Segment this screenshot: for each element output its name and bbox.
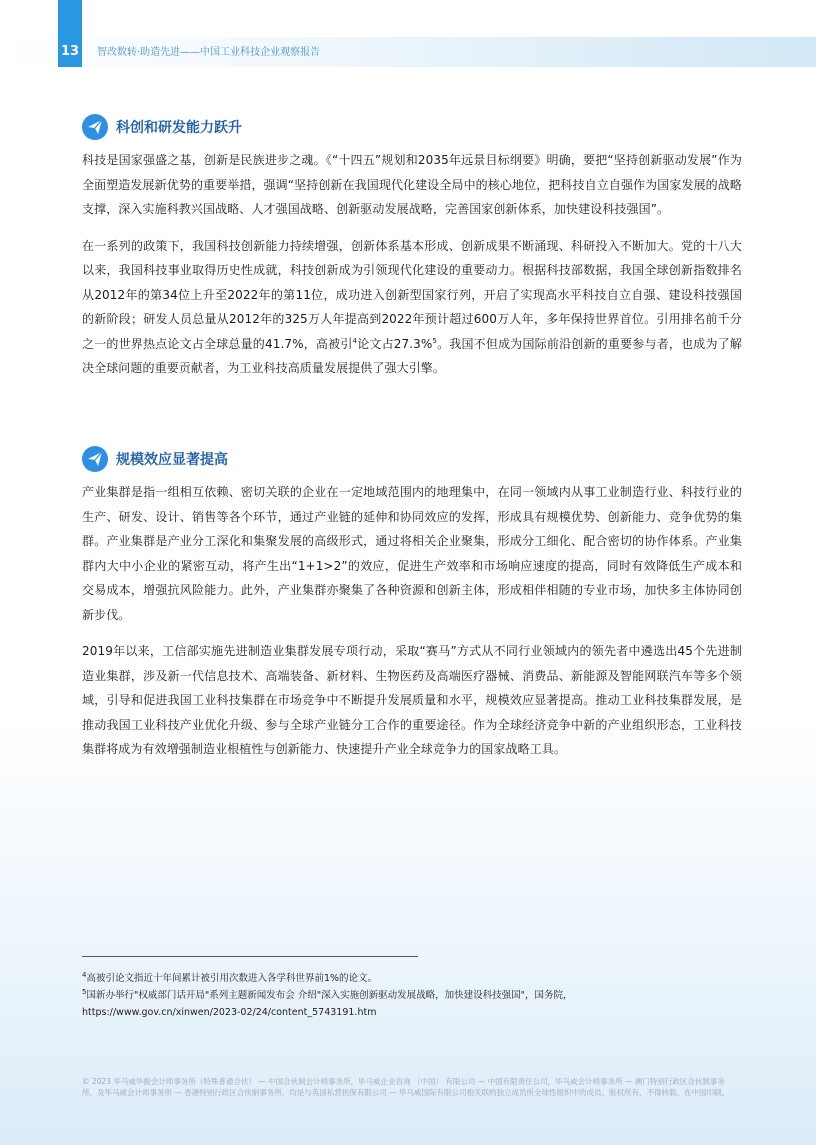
section-innovation xyxy=(82,114,742,393)
section-cluster xyxy=(82,446,742,774)
paper-plane-icon xyxy=(82,446,108,472)
paragraph: 在一系列的政策下，我国科技创新能力持续增强，创新体系基本形成、创新成果不断涌现、科研投入不断加大。党的十八大以来，我国科技事业取得历史性成就，科技创新成为引领现代化建设的重要动力。根据科技部数据，我国全球创新指数排名从2012年的第34位上升至2022年的第11位，成功进入创新型国家行列，开启了实现高水平科技自立自强、建设科技强国的新阶段；研发人员总量从2012年的325万人年提高到2022年预计超过600万人年，多年保持世界首位。引用排名前千分之一的世界热点论文占全球总量的41.7%，高被引$^4$论文占27.3%$^5$。我国不但成为国际前沿创新的重要参与者，也成为了解决全球问题的重要贡献者，为工业科技高质量发展提供了强大引擎。 xyxy=(82,238,742,375)
footnote-ref[interactable]: 5 xyxy=(432,336,437,345)
section-heading xyxy=(82,446,742,472)
section-title: 科创和研发能力跃升 xyxy=(116,120,242,136)
footnote-divider xyxy=(82,956,418,957)
footnote-item: $^5$国新办举行"权威部门话开局"系列主题新闻发布会 介绍"深入实施创新驱动发展战略，加快建设科技强国"，国务院， xyxy=(82,987,573,1001)
legal-notice: © 2023 毕马威华振会计师事务所（特殊普通合伙） — 中国合伙制会计师事务所，毕马威企业咨询 （中国） 有限公司 — 中国有限责任公司，毕马威会计师事务所 — 澳门特别行政区合伙制事务所，及毕马威会计师事务所 — 香港特别行政区合伙制事务所，均是与英国私营担保有限公司 — 毕马威国际有限公司相关联的独立成员所全球性组织中的成员。版权所有，不得转载。在中国印刷。 xyxy=(82,1077,730,1097)
footnote-link[interactable]: https://www.gov.cn/xinwen/2023-02/24/content_5743191.htm xyxy=(82,1007,377,1018)
section-heading xyxy=(82,114,742,140)
header-title: 智改数转·助造先进——中国工业科技企业观察报告 xyxy=(97,47,321,58)
paragraph: 产业集群是指一组相互依赖、密切关联的企业在一定地域范围内的地理集中，在同一领域内从事工业制造行业、科技行业的生产、研发、设计、销售等各个环节，通过产业链的延伸和协同效应的发挥，形成具有规模优势、创新能力、竞争优势的集群。产业集群是产业分工深化和集聚发展的高级形式，通过将相关企业聚集，形成分工细化、配合密切的协作体系。产业集群内大中小企业的紧密互动，将产生出“1+1>2”的效应，促进生产效率和市场响应速度的提高，同时有效降低生产成本和交易成本，增强抗风险能力。此外，产业集群亦聚集了各种资源和创新主体，形成相伴相随的专业市场，加快多主体协同创新步伐。 xyxy=(82,485,742,622)
footnote-ref[interactable]: 4 xyxy=(352,336,358,345)
section-title: 规模效应显著提高 xyxy=(116,452,228,468)
footnotes xyxy=(82,970,742,1021)
paragraph: 2019年以来，工信部实施先进制造业集群发展专项行动，采取“赛马”方式从不同行业领域内的领先者中遴选出45个先进制造业集群，涉及新一代信息技术、高端装备、新材料、生物医药及高端医疗器械、消费品、新能源及智能网联汽车等多个领域，引导和促进我国工业科技集群在市场竞争中不断提升发展质量和水平，规模效应显著提高。推动工业科技集群发展，是推动我国工业科技产业优化升级、参与全球产业链分工合作的重要途径。作为全球经济竞争中新的产业组织形态，工业科技集群将成为有效增强制造业根植性与创新能力、快速提升产业全球竞争力的国家战略工具。 xyxy=(82,644,742,756)
paper-plane-icon xyxy=(82,114,108,140)
page-number: 13 xyxy=(58,0,82,67)
paragraph: 科技是国家强盛之基，创新是民族进步之魂。《“十四五”规划和2035年远景目标纲要》明确，要把“坚持创新驱动发展”作为全面塑造发展新优势的重要举措，强调“坚持创新在我国现代化建设全局中的核心地位，把科技自立自强作为国家发展的战略支撑，深入实施科教兴国战略、人才强国战略、创新驱动发展战略，完善国家创新体系，加快建设科技强国”。 xyxy=(82,153,742,216)
footnote-item: $^4$高被引论文指近十年间累计被引用次数进入各学科世界前1%的论文。 xyxy=(82,970,378,984)
